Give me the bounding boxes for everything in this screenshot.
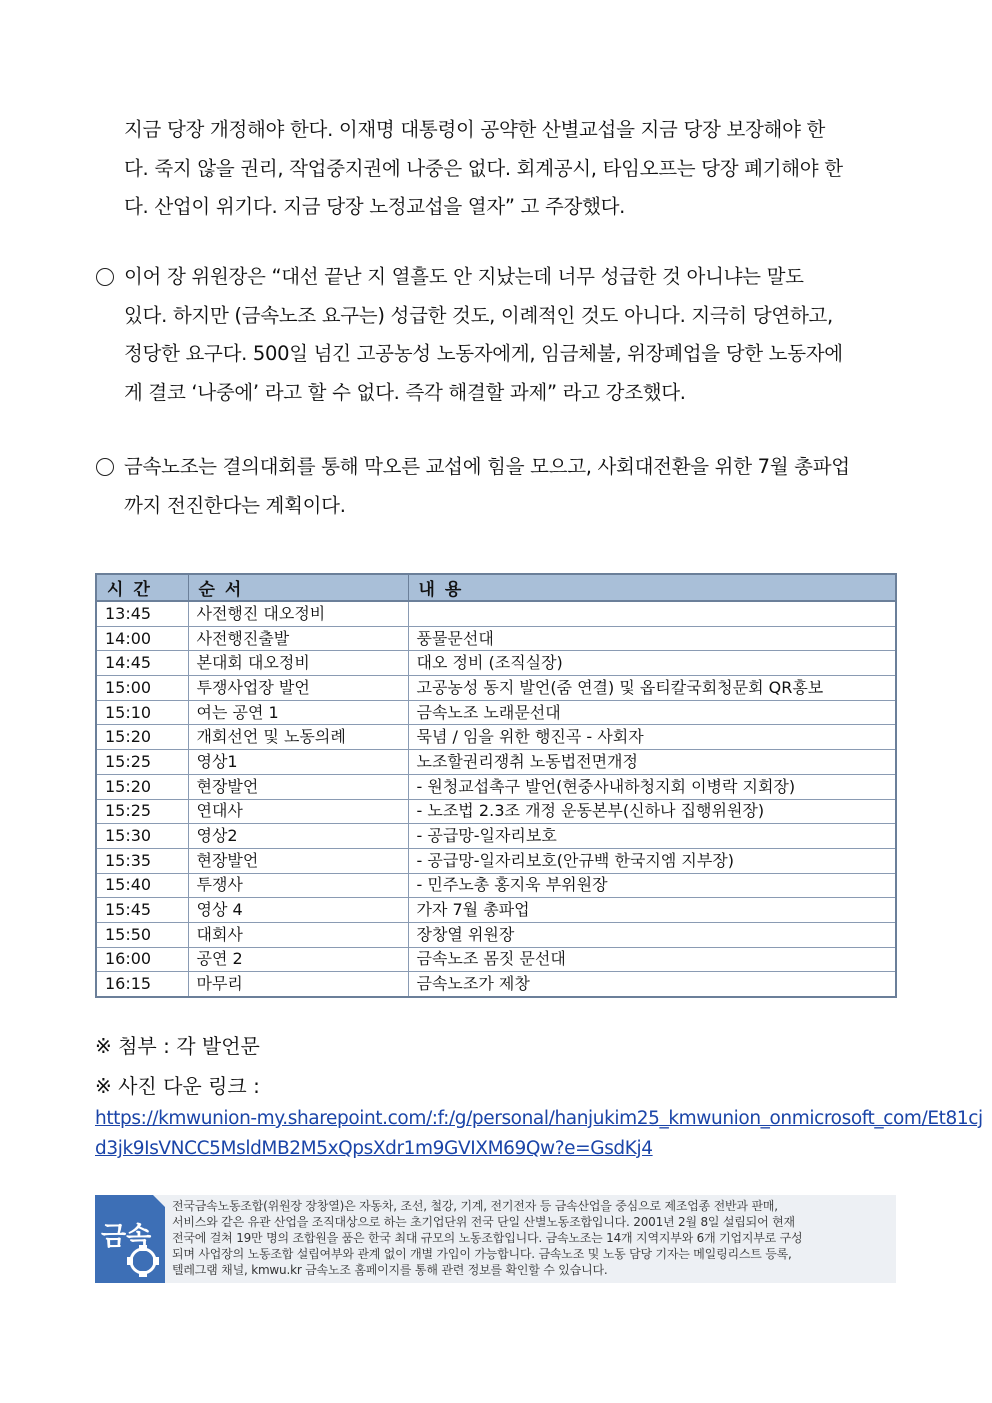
cell-order: 본대회 대오정비	[188, 651, 408, 676]
table-header-row	[96, 574, 896, 601]
cell-time: 15:50	[96, 922, 188, 947]
cell-order: 개회선언 및 노동의례	[188, 725, 408, 750]
table-row	[96, 947, 896, 972]
header-order: 순 서	[188, 574, 408, 601]
cell-content: - 노조법 2․3조 개정 운동본부(신하나 집행위원장)	[408, 799, 896, 824]
cell-order: 영상1	[188, 750, 408, 775]
cell-content: 금속노조 몸짓 문선대	[408, 947, 896, 972]
table-row	[96, 898, 896, 923]
table-row	[96, 972, 896, 997]
cell-time: 14:00	[96, 626, 188, 651]
paragraph-line: 금속노조는 결의대회를 통해 막오른 교섭에 힘을 모으고, 사회대전환을 위한 7월 총파업	[124, 455, 850, 478]
table-row	[96, 725, 896, 750]
paragraph-continued	[124, 111, 843, 227]
paragraph-line: 있다. 하지만 (금속노조 요구는) 성급한 것도, 이례적인 것도 아니다. 지극히 당연하고,	[124, 303, 833, 327]
cell-order: 마무리	[188, 972, 408, 997]
cell-content: - 공급망-일자리보호	[408, 824, 896, 849]
table-row	[96, 651, 896, 676]
description-line: 텔레그램 채널, kmwu.kr 금속노조 홈페이지를 통해 관련 정보를 확인할 수 있습니다.	[172, 1263, 608, 1277]
header-content: 내 용	[408, 574, 896, 601]
cell-content: 가자 7월 총파업	[408, 898, 896, 923]
table-row	[96, 700, 896, 725]
cell-time: 15:25	[96, 750, 188, 775]
link-line: https://kmwunion-my.sharepoint.com/:f:/g/personal/hanjukim25_kmwunion_onmicrosoft_com/Et81cj	[95, 1108, 983, 1129]
cell-order: 연대사	[188, 799, 408, 824]
table-row	[96, 824, 896, 849]
cell-time: 14:45	[96, 651, 188, 676]
cell-content: 금속노조 노래문선대	[408, 700, 896, 725]
cell-content: - 민주노총 홍지욱 부위원장	[408, 873, 896, 898]
cell-order: 투쟁사	[188, 873, 408, 898]
table-row	[96, 922, 896, 947]
schedule-table	[95, 573, 897, 998]
paragraph-line: 게 결코 ‘나중에’ 라고 할 수 없다. 즉각 해결할 과제” 라고 강조했다.	[124, 380, 686, 404]
cell-order: 영상 4	[188, 898, 408, 923]
cell-content: 묵념 / 임을 위한 행진곡 - 사회자	[408, 725, 896, 750]
cell-time: 15:35	[96, 848, 188, 873]
header-time: 시 간	[96, 574, 188, 601]
table-row	[96, 774, 896, 799]
link-line: d3jk9IsVNCC5MsldMB2M5xQpsXdr1m9GVIXM69Qw?e=GsdKj4	[95, 1138, 653, 1159]
photo-link-label: ※ 사진 다운 링크 :	[95, 1074, 260, 1098]
paragraph-line: 정당한 요구다. 500일 넘긴 고공농성 노동자에게, 임금체불, 위장폐업을 당한 노동자에	[124, 342, 843, 365]
cell-order: 대회사	[188, 922, 408, 947]
table-row	[96, 750, 896, 775]
table-row	[96, 676, 896, 701]
cell-order: 현장발언	[188, 848, 408, 873]
cell-time: 16:15	[96, 972, 188, 997]
cell-order: 현장발언	[188, 774, 408, 799]
description-line: 전국금속노동조합(위원장 장창열)은 자동차, 조선, 철강, 기계, 전기전자 등 금속산업을 중심으로 제조업종 전반과 판매,	[172, 1199, 778, 1213]
cell-time: 15:10	[96, 700, 188, 725]
union-logo	[95, 1195, 165, 1283]
cell-time: 16:00	[96, 947, 188, 972]
cell-content: 금속노조가 제창	[408, 972, 896, 997]
logo-text: 금속	[101, 1222, 152, 1252]
cell-content	[408, 601, 896, 626]
cell-order: 사전행진출발	[188, 626, 408, 651]
circle-bullet-icon	[96, 458, 114, 476]
cell-time: 15:25	[96, 799, 188, 824]
cell-time: 15:20	[96, 725, 188, 750]
table-row	[96, 601, 896, 626]
photo-download-link[interactable]	[95, 1104, 983, 1164]
table-row	[96, 873, 896, 898]
cell-content: 고공농성 동지 발언(줌 연결) 및 옵티칼국회청문회 QR홍보	[408, 676, 896, 701]
cell-content: 장창열 위원장	[408, 922, 896, 947]
cell-time: 15:30	[96, 824, 188, 849]
union-description	[172, 1198, 892, 1278]
cell-time: 13:45	[96, 601, 188, 626]
table-row	[96, 626, 896, 651]
cell-order: 사전행진 대오정비	[188, 601, 408, 626]
attachment-note: ※ 첨부 : 각 발언문	[95, 1034, 260, 1058]
cell-order: 영상2	[188, 824, 408, 849]
table-row	[96, 848, 896, 873]
paragraph-line: 이어 장 위원장은 “대선 끝난 지 열흘도 안 지났는데 너무 성급한 것 아니냐는 말도	[124, 265, 804, 288]
cell-content: 대오 정비 (조직실장)	[408, 651, 896, 676]
cell-time: 15:20	[96, 774, 188, 799]
cell-order: 공연 2	[188, 947, 408, 972]
cell-order: 여는 공연 1	[188, 700, 408, 725]
paragraph-plan	[96, 448, 850, 525]
table-row	[96, 799, 896, 824]
cell-time: 15:40	[96, 873, 188, 898]
cell-content: - 공급망-일자리보호(안규백 한국지엠 지부장)	[408, 848, 896, 873]
paragraph-statement	[96, 258, 843, 412]
cell-time: 15:00	[96, 676, 188, 701]
circle-bullet-icon	[96, 268, 114, 286]
paragraph-line: 지금 당장 개정해야 한다. 이재명 대통령이 공약한 산별교섭을 지금 당장 보장해야 한	[124, 118, 826, 141]
union-info-box	[95, 1195, 896, 1283]
cell-content: 노조할권리쟁취 노동법전면개정	[408, 750, 896, 775]
cell-content: - 원청교섭촉구 발언(현중사내하청지회 이병락 지회장)	[408, 774, 896, 799]
cell-content: 풍물문선대	[408, 626, 896, 651]
description-line: 서비스와 같은 유관 산업을 조직대상으로 하는 초기업단위 전국 단일 산별노동조합입니다. 2001년 2월 8일 설립되어 현재	[172, 1215, 795, 1229]
description-line: 되며 사업장의 노동조합 설립여부와 관계 없이 개별 가입이 가능합니다. 금속노조 및 노동 담당 기자는 메일링리스트 등록,	[172, 1247, 792, 1261]
paragraph-line: 까지 전진한다는 계획이다.	[124, 493, 346, 517]
paragraph-line: 다. 죽지 않을 권리, 작업중지권에 나중은 없다. 회계공시, 타임오프는 당장 폐기해야 한	[124, 156, 843, 180]
description-line: 전국에 걸쳐 19만 명의 조합원을 품은 한국 최대 규모의 노동조합입니다. 금속노조는 14개 지역지부와 6개 기업지부로 구성	[172, 1231, 803, 1245]
cell-order: 투쟁사업장 발언	[188, 676, 408, 701]
paragraph-line: 다. 산업이 위기다. 지금 당장 노정교섭을 열자” 고 주장했다.	[124, 195, 626, 218]
cell-time: 15:45	[96, 898, 188, 923]
